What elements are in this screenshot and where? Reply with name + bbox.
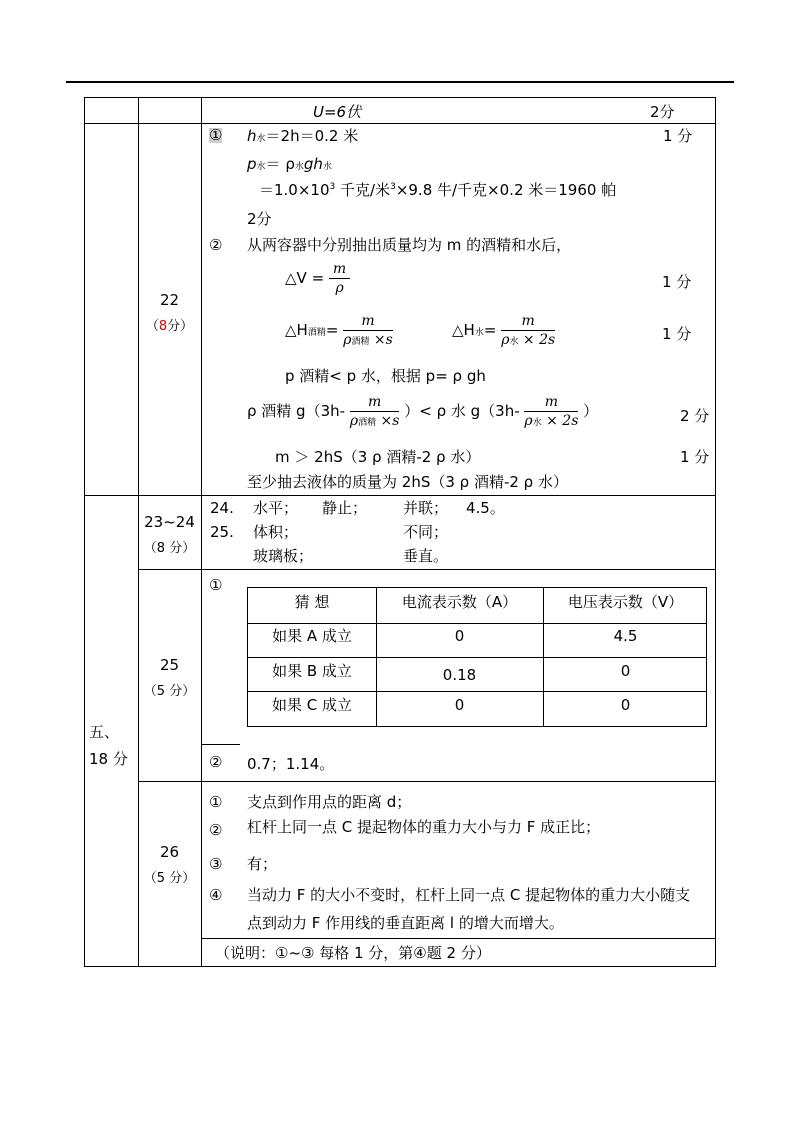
q22-line4: 2分: [247, 210, 272, 228]
q22-circ1: ①: [209, 126, 223, 144]
table-cell: 0: [454, 627, 465, 645]
table-cell: 0: [620, 696, 631, 714]
q26-a3: 有；: [247, 855, 278, 873]
table-cell: 如果 C 成立: [271, 696, 352, 714]
q25a-c: 玻璃板；: [253, 547, 314, 565]
table-cell: 如果 B 成立: [272, 662, 352, 680]
q22-delta-v: △V = $\frac{m}{\rho}$: [285, 262, 350, 295]
q22-line3: $=1.0\times 10^3$ 千克/米$^3$×9.8 牛/千克×0.2 米＝1960 帕: [259, 181, 617, 199]
q22-line5: 从两容器中分别抽出质量均为 m 的酒精和水后，: [247, 236, 572, 254]
section5-points: 18 分: [89, 750, 128, 768]
scoring-note: （说明：①~③ 每格 1 分，第④题 2 分）: [215, 944, 491, 962]
q24-d: 4.5。: [466, 499, 505, 517]
q26-c1: ①: [209, 793, 223, 811]
q22-inequality: ρ 酒精 g（3h- $\frac{m}{\text{ρ酒精 ×s}}$ ）< ρ 水 g（3h- $\frac{m}{\text{ρ水 × 2s}}$ ）: [247, 394, 599, 429]
table-cell: 0: [620, 662, 631, 680]
q22-line1-score: 1 分: [663, 127, 693, 145]
q25a-b: 不同；: [403, 523, 449, 541]
q26-a4b: 点到动力 F 作用线的垂直距离 l 的增大而增大。: [247, 914, 564, 932]
q22-line10-score: 1 分: [680, 448, 710, 466]
q22-delta-h-alcohol: △H酒精= $\frac{m}{\text{ρ酒精 ×s}}$: [285, 313, 393, 348]
table-cell: 4.5: [613, 627, 638, 645]
q26-c4: ④: [209, 886, 223, 904]
q26-a1: 支点到作用点的距离 d；: [247, 793, 412, 811]
q25a-number: 25.: [210, 523, 234, 541]
q22-ineq-score: 2 分: [680, 407, 710, 425]
q22-line1: h水＝2h＝0.2 米: [247, 127, 359, 145]
q22-number: 22: [159, 291, 180, 309]
q26-c2: ②: [209, 821, 223, 839]
q26-a4: 当动力 F 的大小不变时，杠杆上同一点 C 提起物体的重力大小随支: [247, 886, 691, 904]
row21-formula: U=6伏: [313, 103, 362, 121]
table-cell: 0: [454, 696, 465, 714]
q22-line10: m ＞ 2hS（3 ρ 酒精-2 ρ 水）: [275, 448, 481, 466]
q25-circ1: ①: [209, 576, 223, 594]
q26-a2: 杠杆上同一点 C 提起物体的重力大小与力 F 成正比；: [247, 818, 601, 836]
q22-line8: p 酒精< p 水，根据 p= ρ gh: [285, 367, 486, 385]
q25a-d: 垂直。: [403, 547, 449, 565]
header-rule: [66, 81, 734, 83]
q24-c: 并联；: [403, 499, 449, 517]
table-cell: 如果 A 成立: [272, 627, 352, 645]
q25-answer2: 0.7；1.14。: [247, 755, 335, 773]
q24-number: 24.: [210, 499, 234, 517]
q25a-a: 体积；: [253, 523, 299, 541]
q26-c3: ③: [209, 855, 223, 873]
table-header-current: 电流表示数（A）: [401, 593, 518, 611]
q25-number: 25: [159, 656, 180, 674]
q22-circ2: ②: [209, 236, 223, 254]
q24-b: 静止；: [322, 499, 368, 517]
table-header-voltage: 电压表示数（V）: [567, 593, 684, 611]
q22-line11: 至少抽去液体的质量为 2hS（3 ρ 酒精-2 ρ 水）: [247, 473, 568, 491]
q26-points: （5 分）: [143, 871, 196, 886]
q22-dh-score: 1 分: [662, 325, 692, 343]
row21-score: 2分: [650, 103, 675, 121]
table-cell: 0.18: [442, 666, 477, 684]
table-header-guess: 猜 想: [294, 593, 330, 611]
q25-points: （5 分）: [143, 684, 196, 699]
q24-a: 水平；: [253, 499, 299, 517]
q26-number: 26: [159, 843, 180, 861]
q22-dv-score: 1 分: [662, 273, 692, 291]
guess-table: [247, 587, 707, 727]
q2324-points: （8 分）: [143, 541, 196, 556]
q22-line2: p水＝ ρ水gh水: [247, 155, 332, 173]
q25-circ2: ②: [209, 753, 223, 771]
section5-label: 五、: [89, 723, 120, 741]
q2324-number: 23~24: [144, 513, 195, 531]
q22-delta-h-water: △H水= $\frac{m}{\text{ρ水 × 2s}}$: [452, 313, 556, 348]
q22-points: （8分）: [145, 319, 194, 334]
